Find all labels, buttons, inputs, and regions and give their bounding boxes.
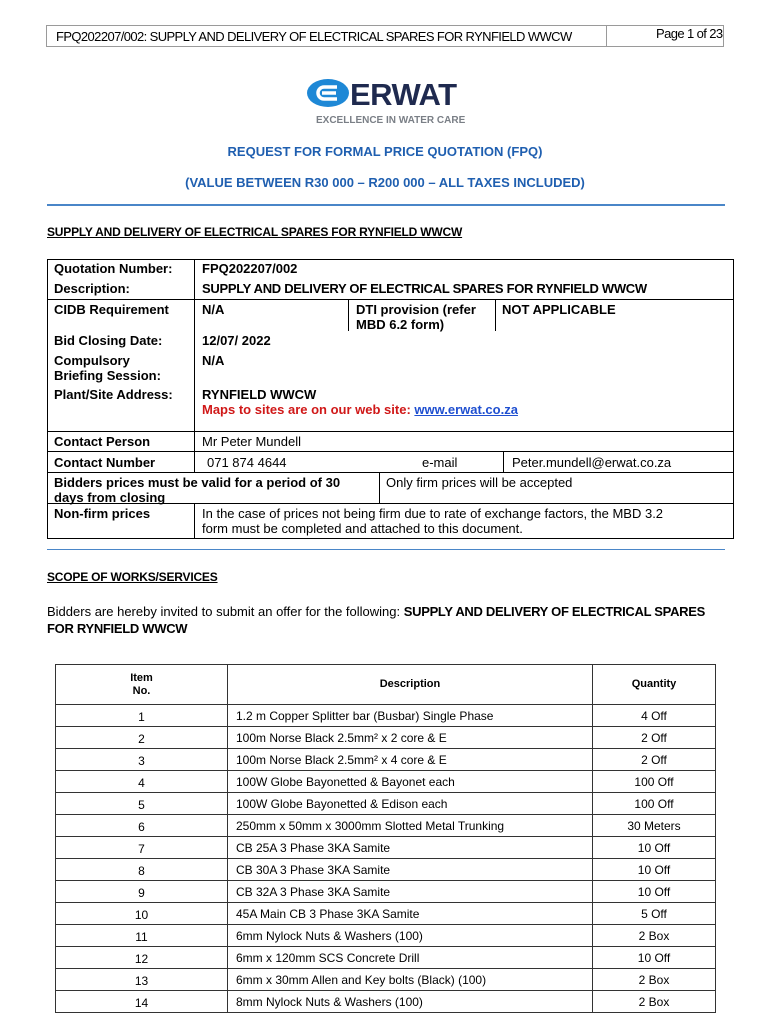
request-title: REQUEST FOR FORMAL PRICE QUOTATION (FPQ) bbox=[227, 144, 543, 159]
item-quantity: 5 Off bbox=[593, 903, 716, 925]
briefing-label-line1: Compulsory bbox=[54, 353, 130, 368]
header-item-no bbox=[56, 665, 228, 705]
col-divider bbox=[379, 472, 380, 503]
site-address: RYNFIELD WWCW bbox=[202, 387, 317, 402]
col-divider bbox=[503, 451, 504, 472]
item-quantity: 10 Off bbox=[593, 859, 716, 881]
table-row bbox=[56, 837, 716, 859]
table-row bbox=[56, 903, 716, 925]
item-quantity: 10 Off bbox=[593, 881, 716, 903]
validity-label-line1: Bidders prices must be valid for a period of 30 bbox=[54, 475, 341, 490]
header-divider bbox=[606, 25, 607, 47]
description-value: SUPPLY AND DELIVERY OF ELECTRICAL SPARES FOR RYNFIELD WWCW bbox=[202, 281, 647, 296]
item-quantity: 2 Off bbox=[593, 749, 716, 771]
header-description: Description bbox=[228, 665, 593, 705]
scope-heading: SCOPE OF WORKS/SERVICES bbox=[47, 570, 218, 584]
item-number: 9 bbox=[56, 881, 228, 903]
item-description: 6mm x 30mm Allen and Key bolts (Black) (100) bbox=[228, 969, 593, 991]
table-row bbox=[56, 925, 716, 947]
table-row bbox=[56, 859, 716, 881]
item-description: 1.2 m Copper Splitter bar (Busbar) Single Phase bbox=[228, 705, 593, 727]
col-divider bbox=[194, 503, 195, 538]
section-divider bbox=[47, 204, 725, 206]
website-link[interactable]: www.erwat.co.za bbox=[414, 402, 518, 417]
item-description: 100m Norse Black 2.5mm² x 2 core & E bbox=[228, 727, 593, 749]
item-number: 6 bbox=[56, 815, 228, 837]
item-number: 7 bbox=[56, 837, 228, 859]
item-description: CB 32A 3 Phase 3KA Samite bbox=[228, 881, 593, 903]
table-row bbox=[56, 991, 716, 1013]
item-quantity: 10 Off bbox=[593, 947, 716, 969]
item-description: 6mm Nylock Nuts & Washers (100) bbox=[228, 925, 593, 947]
dti-label-line1: DTI provision (refer bbox=[356, 302, 476, 317]
contact-person-label: Contact Person bbox=[54, 434, 151, 449]
row-divider bbox=[47, 431, 733, 432]
section-divider bbox=[47, 549, 725, 550]
item-description: CB 30A 3 Phase 3KA Samite bbox=[228, 859, 593, 881]
item-quantity: 2 Box bbox=[593, 969, 716, 991]
row-divider bbox=[47, 472, 733, 473]
table-row bbox=[56, 881, 716, 903]
nonfirm-label: Non-firm prices bbox=[54, 506, 151, 521]
maps-note bbox=[202, 402, 518, 417]
dti-label-line2: MBD 6.2 form) bbox=[356, 317, 445, 332]
items-table bbox=[55, 664, 716, 1013]
erwat-logo-icon bbox=[306, 78, 350, 113]
table-row bbox=[56, 771, 716, 793]
header-quantity: Quantity bbox=[593, 665, 716, 705]
item-description: 45A Main CB 3 Phase 3KA Samite bbox=[228, 903, 593, 925]
table-row bbox=[56, 947, 716, 969]
item-quantity: 4 Off bbox=[593, 705, 716, 727]
email-value[interactable]: Peter.mundell@erwat.co.za bbox=[512, 455, 672, 470]
email-label: e-mail bbox=[422, 455, 458, 470]
scope-intro-text: Bidders are hereby invited to submit an offer for the following: bbox=[47, 604, 404, 619]
cidb-value: N/A bbox=[202, 302, 225, 317]
contact-number: 071 874 4644 bbox=[207, 455, 287, 470]
quotation-number: FPQ202207/002 bbox=[202, 261, 298, 276]
briefing-label-line2: Briefing Session: bbox=[54, 368, 161, 383]
item-number: 2 bbox=[56, 727, 228, 749]
item-quantity: 100 Off bbox=[593, 771, 716, 793]
table-row bbox=[56, 727, 716, 749]
item-number: 4 bbox=[56, 771, 228, 793]
items-header-row bbox=[56, 665, 716, 705]
site-address-label: Plant/Site Address: bbox=[54, 387, 173, 402]
table-row bbox=[56, 815, 716, 837]
maps-text: Maps to sites are on our web site: bbox=[202, 402, 415, 417]
item-number: 14 bbox=[56, 991, 228, 1013]
nonfirm-line2: form must be completed and attached to this document. bbox=[202, 521, 523, 536]
cidb-label: CIDB Requirement bbox=[54, 302, 169, 317]
item-number: 13 bbox=[56, 969, 228, 991]
item-description: CB 25A 3 Phase 3KA Samite bbox=[228, 837, 593, 859]
item-quantity: 10 Off bbox=[593, 837, 716, 859]
table-row bbox=[56, 793, 716, 815]
document-header-title: FPQ202207/002: SUPPLY AND DELIVERY OF ELECTRICAL SPARES FOR RYNFIELD WWCW bbox=[56, 29, 572, 44]
validity-label-line2: days from closing bbox=[54, 490, 166, 505]
quotation-number-label: Quotation Number: bbox=[54, 261, 173, 276]
item-quantity: 2 Box bbox=[593, 991, 716, 1013]
section-heading: SUPPLY AND DELIVERY OF ELECTRICAL SPARES FOR RYNFIELD WWCW bbox=[47, 225, 463, 239]
logo-tagline: EXCELLENCE IN WATER CARE bbox=[316, 115, 466, 126]
nonfirm-line1: In the case of prices not being firm due to rate of exchange factors, the MBD 3.2 bbox=[202, 506, 664, 521]
page-number: Page 1 of 23 bbox=[656, 26, 723, 41]
col-divider bbox=[348, 299, 349, 331]
logo-wordmark: ERWAT bbox=[350, 77, 457, 112]
table-row bbox=[56, 969, 716, 991]
briefing-value: N/A bbox=[202, 353, 225, 368]
header-item-no-line2: No. bbox=[132, 684, 151, 697]
item-number: 11 bbox=[56, 925, 228, 947]
item-number: 12 bbox=[56, 947, 228, 969]
item-number: 3 bbox=[56, 749, 228, 771]
validity-value: Only firm prices will be accepted bbox=[386, 475, 573, 490]
item-description: 100W Globe Bayonetted & Edison each bbox=[228, 793, 593, 815]
contact-person: Mr Peter Mundell bbox=[202, 434, 301, 449]
dti-value: NOT APPLICABLE bbox=[502, 302, 616, 317]
request-subtitle: (VALUE BETWEEN R30 000 – R200 000 – ALL TAXES INCLUDED) bbox=[185, 175, 585, 190]
item-description: 6mm x 120mm SCS Concrete Drill bbox=[228, 947, 593, 969]
item-description: 8mm Nylock Nuts & Washers (100) bbox=[228, 991, 593, 1013]
scope-intro-bold: SUPPLY AND DELIVERY OF ELECTRICAL SPARES FOR RYNFIELD WWCW bbox=[47, 604, 705, 636]
table-row bbox=[56, 705, 716, 727]
item-quantity: 100 Off bbox=[593, 793, 716, 815]
col-divider bbox=[194, 259, 195, 472]
item-number: 8 bbox=[56, 859, 228, 881]
description-label: Description: bbox=[54, 281, 130, 296]
header-item-no-line1: Item bbox=[130, 671, 153, 684]
row-divider bbox=[47, 451, 733, 452]
item-description: 250mm x 50mm x 3000mm Slotted Metal Trunking bbox=[228, 815, 593, 837]
item-quantity: 30 Meters bbox=[593, 815, 716, 837]
scope-intro bbox=[47, 603, 727, 637]
item-quantity: 2 Box bbox=[593, 925, 716, 947]
item-quantity: 2 Off bbox=[593, 727, 716, 749]
contact-number-label: Contact Number bbox=[54, 455, 156, 470]
item-number: 5 bbox=[56, 793, 228, 815]
items-body bbox=[56, 705, 716, 1013]
item-number: 1 bbox=[56, 705, 228, 727]
table-row bbox=[56, 749, 716, 771]
item-number: 10 bbox=[56, 903, 228, 925]
closing-date-label: Bid Closing Date: bbox=[54, 333, 163, 348]
col-divider bbox=[495, 299, 496, 331]
item-description: 100W Globe Bayonetted & Bayonet each bbox=[228, 771, 593, 793]
item-description: 100m Norse Black 2.5mm² x 4 core & E bbox=[228, 749, 593, 771]
row-divider bbox=[47, 299, 733, 300]
closing-date: 12/07/ 2022 bbox=[202, 333, 271, 348]
